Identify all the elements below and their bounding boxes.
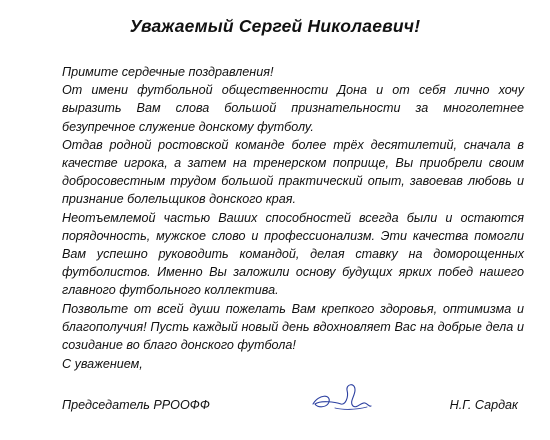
- signer-name: Н.Г. Сардак: [449, 398, 518, 412]
- paragraph-3: Неотъемлемой частью Ваших способностей всегда были и остаются порядочность, мужское слово и профессионализм. Эти качества помогли Вам успешно руководить командой, делая ставку на доморощенных футболистов. Именно Вы заложили основу будущих ярких побед нашего главного футбольного коллектива.: [62, 210, 524, 298]
- handwritten-signature-icon: [305, 376, 375, 416]
- paragraph-4: Позвольте от всей души пожелать Вам крепкого здоровья, оптимизма и благополучия! Пусть каждый новый день вдохновляет Вас на добрые дела и созидание во благо донского футбола!: [62, 301, 524, 353]
- letter-body: [62, 63, 524, 354]
- closing: С уважением,: [62, 357, 143, 371]
- greeting-paragraph: Примите сердечные поздравления!: [62, 65, 274, 79]
- paragraph-1: От имени футбольной общественности Дона и от себя лично хочу выразить Вам слова большой признательности за многолетнее безупречное служение донскому футболу.: [62, 83, 524, 134]
- letter-title: Уважаемый Сергей Николаевич!: [129, 16, 421, 36]
- signer-title: Председатель РРООФФ: [62, 398, 210, 412]
- paragraph-2: Отдав родной ростовской команде более трёх десятилетий, сначала в качестве игрока, а затем на тренерском поприще, Вы приобрели своим добросовестным трудом большой практический опыт, завоевав любовь и признание болельщиков донского края.: [62, 137, 524, 207]
